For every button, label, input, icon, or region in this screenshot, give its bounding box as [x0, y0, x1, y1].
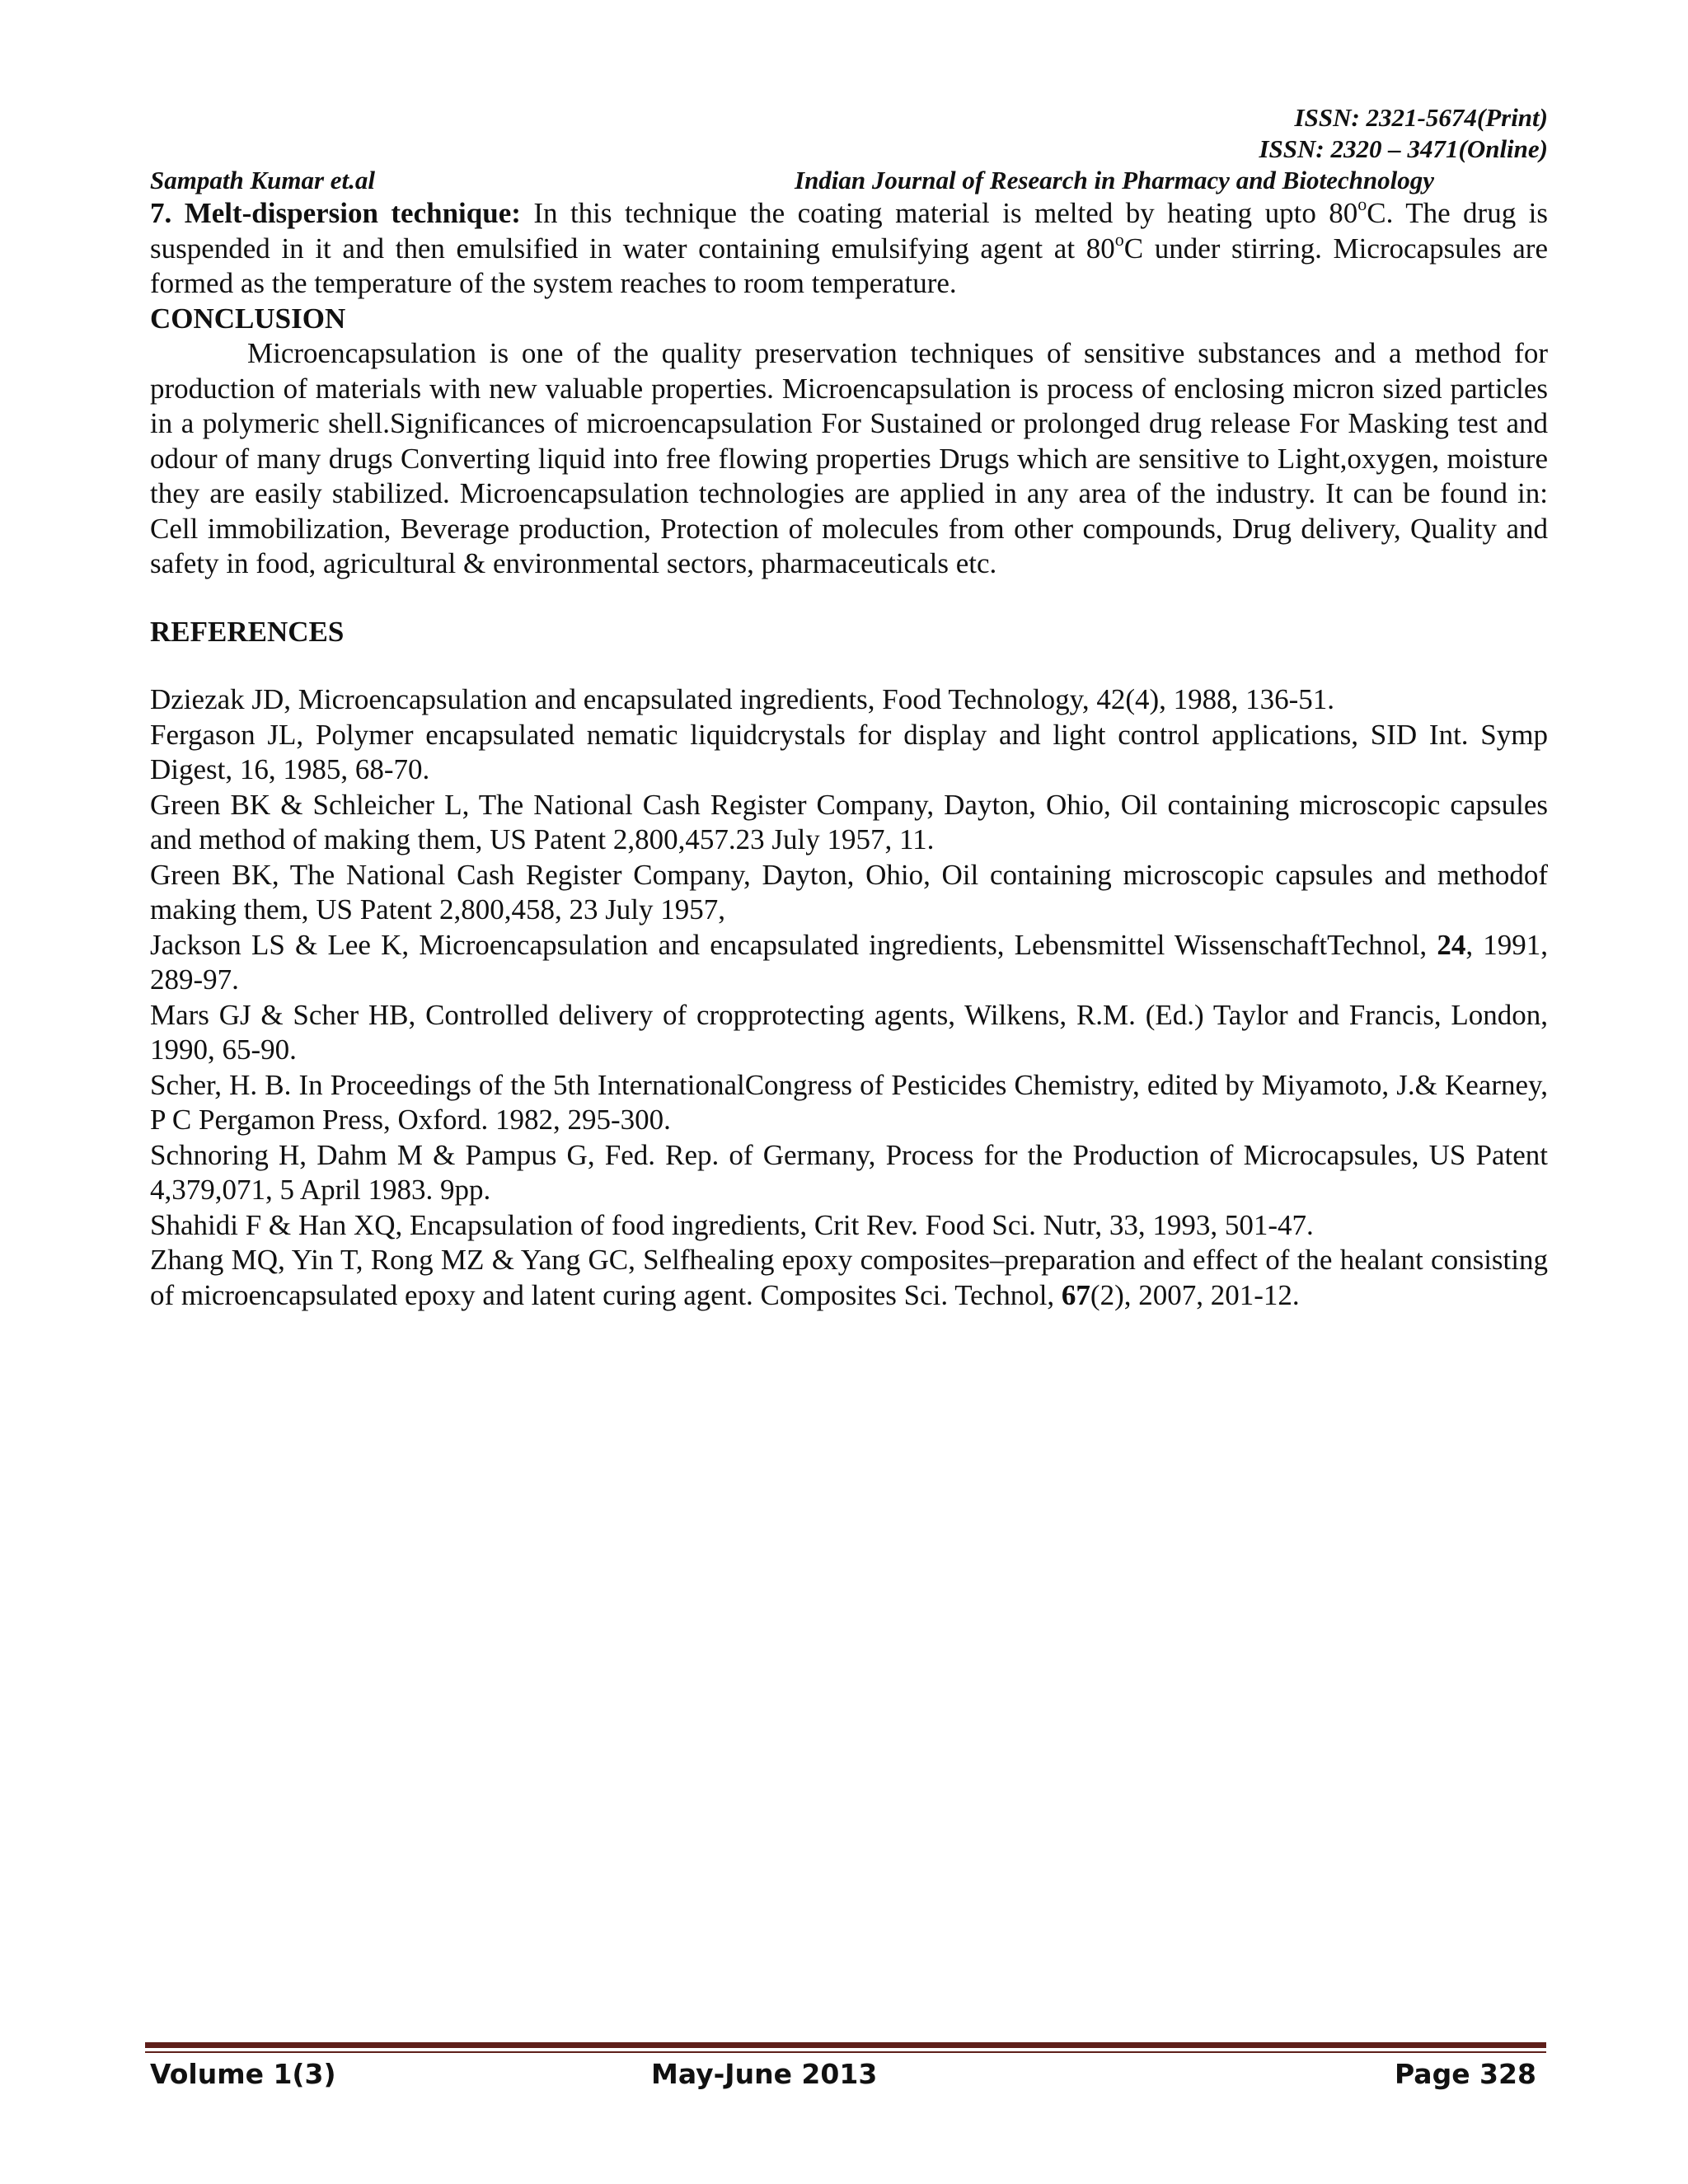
reference-item: Shahidi F & Han XQ, Encapsulation of food ingredients, Crit Rev. Food Sci. Nutr, 33, 1993, 501-47.	[150, 1208, 1314, 1241]
melt-dispersion-title: 7. Melt-dispersion technique:	[150, 197, 521, 229]
footer-page-number: Page 328	[1395, 2058, 1536, 2090]
reference-item: Jackson LS & Lee K, Microencapsulation and encapsulated ingredients, Lebensmittel WissenschaftTechnol, 24, 1991, 289-97.	[150, 928, 1549, 996]
reference-item: Schnoring H, Dahm M & Pampus G, Fed. Rep. of Germany, Process for the Production of Microcapsules, US Patent 4,379,071, 5 April 1983. 9pp.	[150, 1138, 1548, 1206]
reference-item: Green BK & Schleicher L, The National Cash Register Company, Dayton, Ohio, Oil containing microscopic capsules and method of making them, US Patent 2,800,457.23 July 1957, 11.	[150, 788, 1548, 855]
reference-item: Dziezak JD, Microencapsulation and encapsulated ingredients, Food Technology, 42(4), 1988, 136-51.	[150, 683, 1335, 715]
reference-item: Mars GJ & Scher HB, Controlled delivery of cropprotecting agents, Wilkens, R.M. (Ed.) Taylor and Francis, London, 1990, 65-90.	[150, 998, 1548, 1066]
reference-item: Zhang MQ, Yin T, Rong MZ & Yang GC, Selfhealing epoxy composites–preparation and effect of the healant consisting of microencapsulated epoxy and latent curing agent. Composites Sci. Technol, 67(2), 2007, 201-12.	[150, 1244, 1548, 1311]
footer-rule-thin	[145, 2051, 1546, 2053]
reference-item: Green BK, The National Cash Register Company, Dayton, Ohio, Oil containing microscopic capsules and methodof making them, US Patent 2,800,458, 23 July 1957,	[150, 858, 1548, 926]
issn-online: ISSN: 2320 – 3471(Online)	[1259, 134, 1548, 163]
running-head-journal: Indian Journal of Research in Pharmacy and Biotechnology	[795, 166, 1434, 194]
melt-dispersion-paragraph: 7. Melt-dispersion technique: In this technique the coating material is melted by heating upto 80$^o$C. The drug is suspended in it and then emulsified in water containing emulsifying agent at 80$^o$C under stirring. Microcapsules are formed as the temperature of the system reaches to room temperature.	[150, 194, 1548, 299]
references-heading: REFERENCES	[150, 615, 345, 648]
footer-date: May-June 2013	[651, 2058, 878, 2090]
running-head-author: Sampath Kumar et.al	[150, 166, 376, 194]
article-body	[150, 196, 1548, 1313]
issn-print: ISSN: 2321-5674(Print)	[1294, 103, 1548, 132]
footer-rule	[145, 2042, 1546, 2048]
reference-item: Scher, H. B. In Proceedings of the 5th InternationalCongress of Pesticides Chemistry, edited by Miyamoto, J.& Kearney, P C Pergamon Press, Oxford. 1982, 295-300.	[150, 1068, 1548, 1136]
reference-item: Fergason JL, Polymer encapsulated nematic liquidcrystals for display and light control applications, SID Int. Symp Digest, 16, 1985, 68-70.	[150, 718, 1548, 785]
conclusion-paragraph: Microencapsulation is one of the quality preservation techniques of sensitive substances and a method for production of materials with new valuable properties. Microencapsulation is process of enclosing micron sized particles in a polymeric shell.Significances of microencapsulation For Sustained or prolonged drug release For Masking test and odour of many drugs Converting liquid into free flowing properties Drugs which are sensitive to Light,oxygen, moisture they are easily stabilized. Microencapsulation technologies are applied in any area of the industry. It can be found in: Cell immobilization, Beverage production, Protection of molecules from other compounds, Drug delivery, Quality and safety in food, agricultural & environmental sectors, pharmaceuticals etc.	[150, 337, 1548, 579]
conclusion-heading: CONCLUSION	[150, 302, 346, 335]
footer-volume: Volume 1(3)	[150, 2058, 336, 2090]
